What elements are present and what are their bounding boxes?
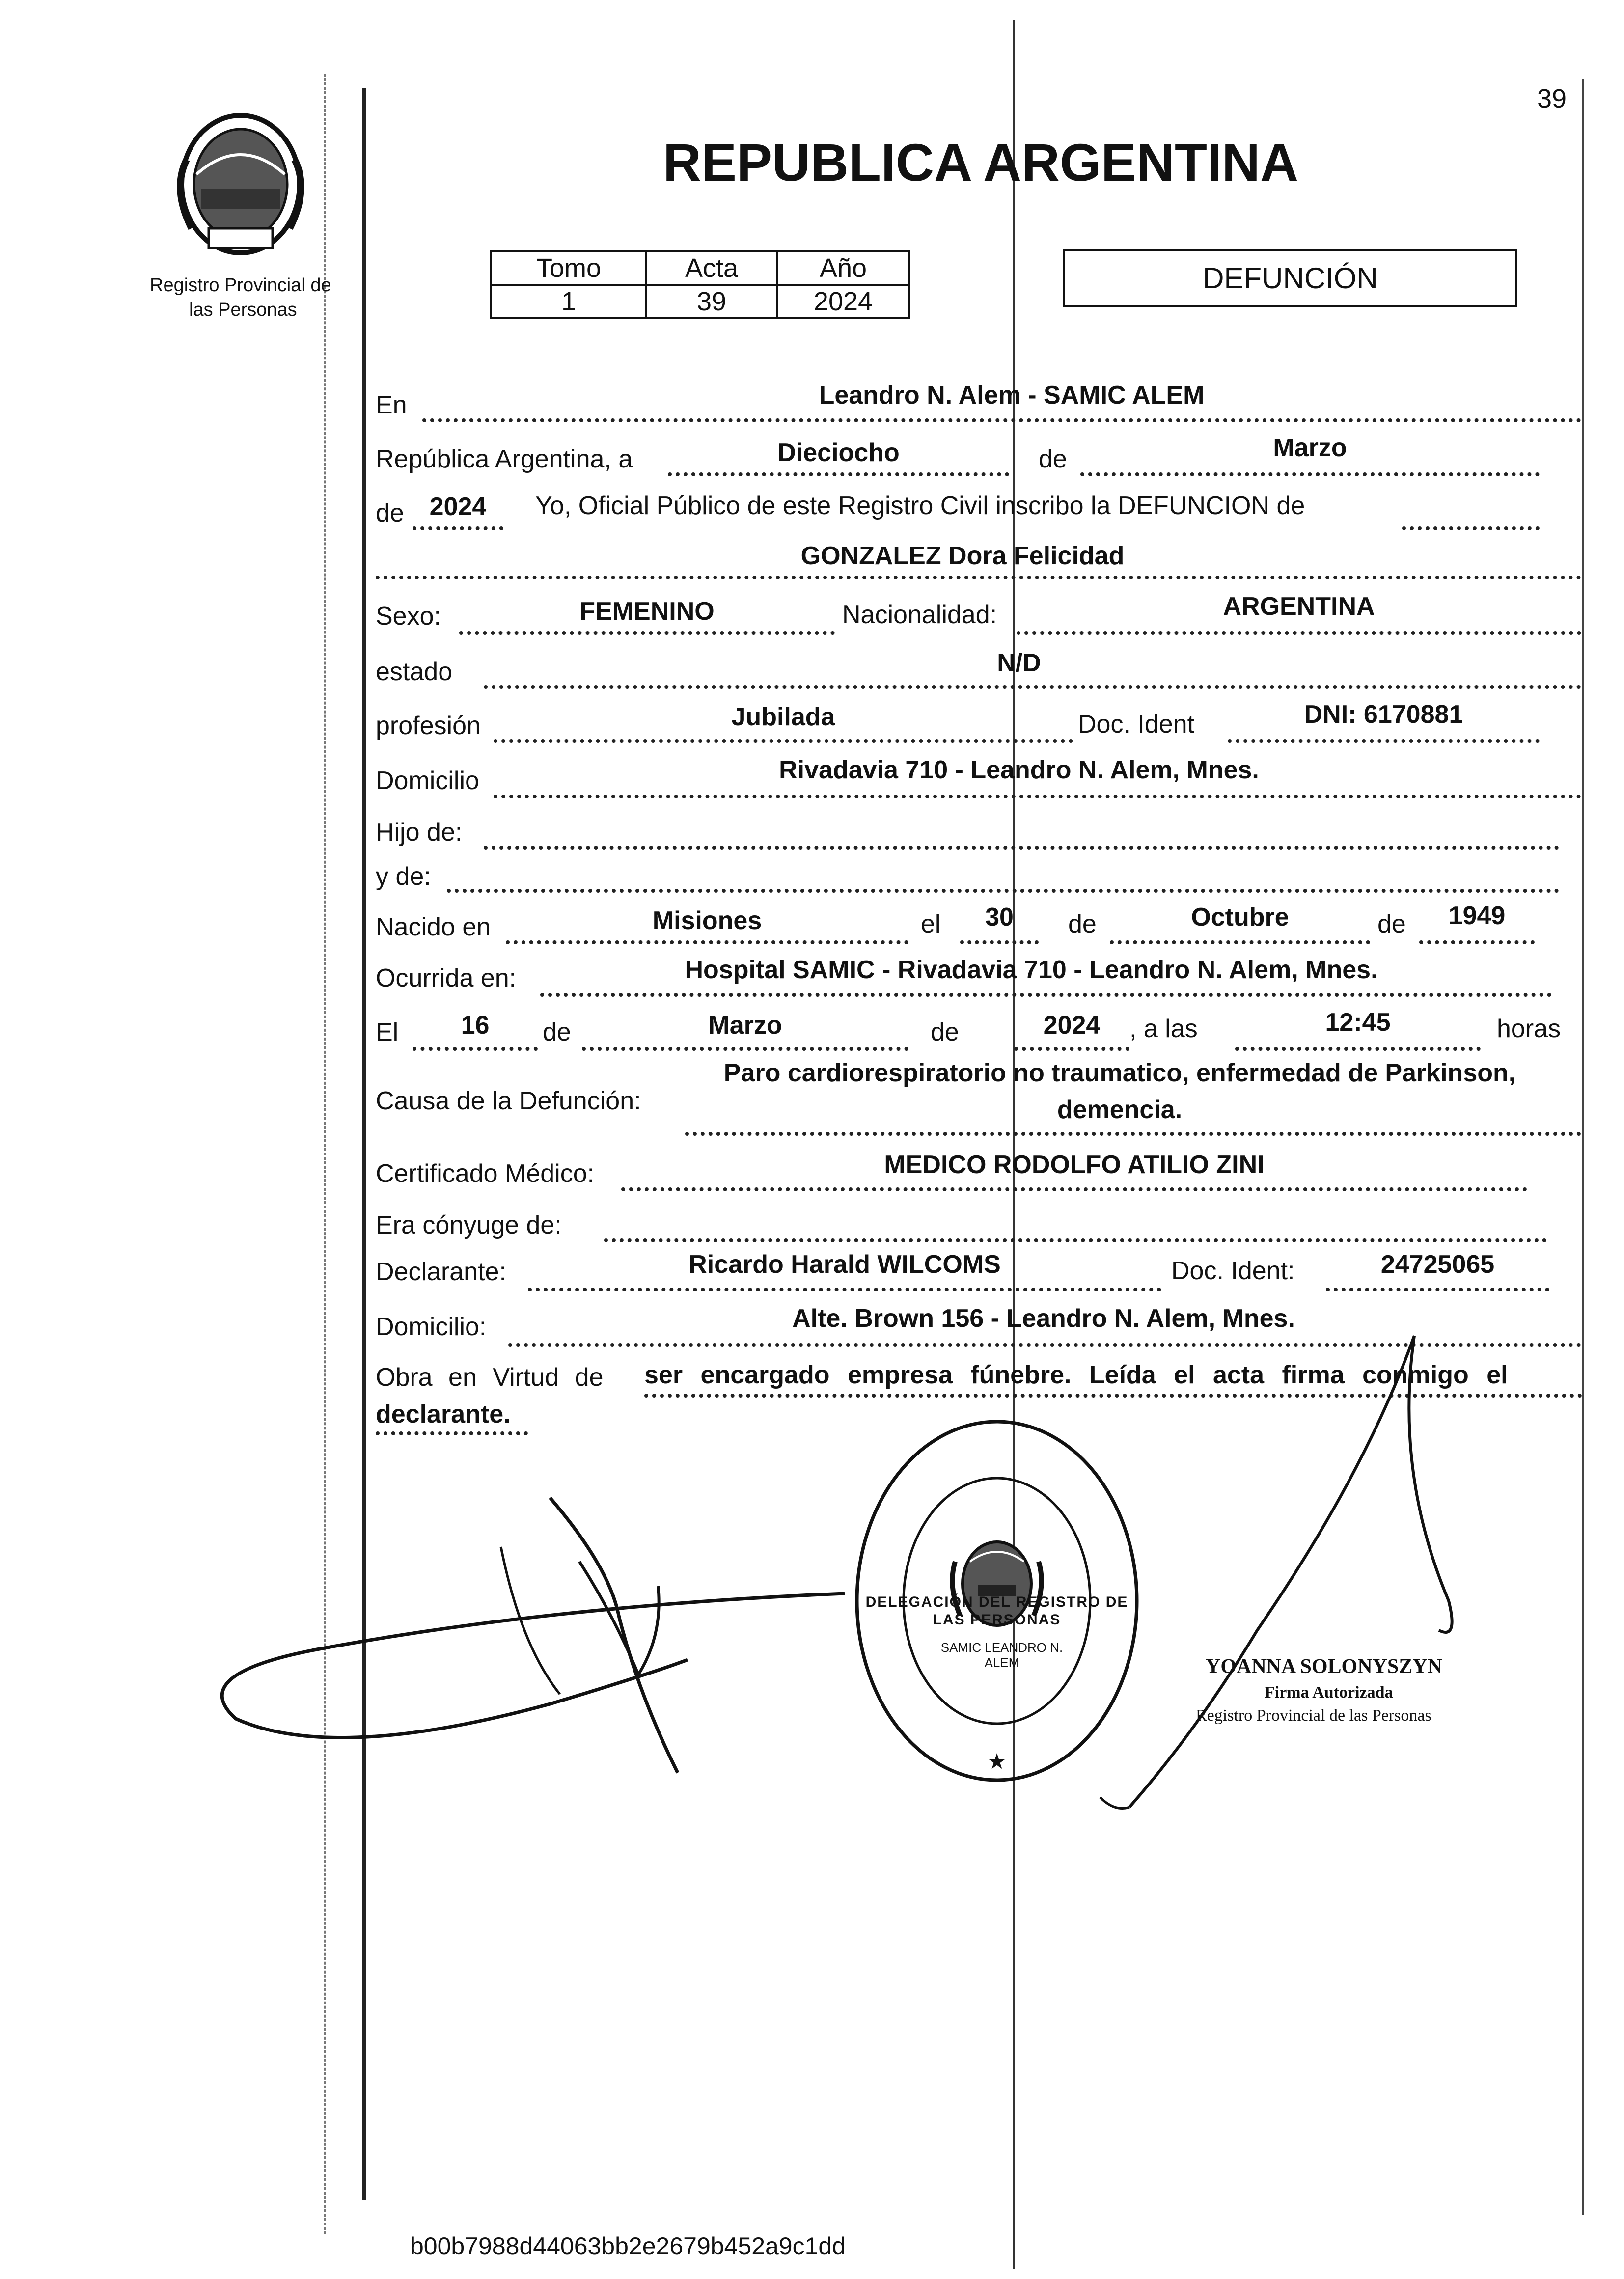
label-en: En [376,391,407,419]
dots-nac-dia [960,940,1039,944]
value-def-mes: Marzo [708,1011,782,1040]
dots-domicilio [494,795,1581,798]
dots-nacionalidad [1017,631,1581,635]
value-sexo: FEMENINO [579,597,715,626]
dots-hijo-de [484,846,1559,850]
value-obra-line1: ser encargado empresa fúnebre. Leída el acta firma conmigo el [644,1361,1508,1389]
label-certificado: Certificado Médico: [376,1159,595,1188]
value-dia-letras: Dieciocho [777,439,900,467]
dots-profesion [494,739,1073,743]
label-causa: Causa de la Defunción: [376,1087,641,1115]
dots-certificado [621,1187,1527,1191]
label-a-las: , a las [1129,1015,1198,1043]
value-hora: 12:45 [1325,1008,1391,1037]
page-number: 39 [1537,84,1567,113]
value-nac-mes: Octubre [1191,903,1289,932]
value-declarante: Ricardo Harald WILCOMS [688,1250,1001,1279]
value-mes: Marzo [1273,434,1347,462]
dots-ocurrida-en [540,993,1552,997]
official-role: Firma Autorizada [1265,1683,1393,1702]
document-type: DEFUNCIÓN [1203,262,1378,295]
value-def-anio: 2024 [1043,1011,1101,1040]
stamp-inner-text: SAMIC LEANDRO N. ALEM [940,1640,1063,1670]
dots-defuncion-de [1402,526,1540,530]
center-fold-line [1013,20,1015,2269]
value-domicilio: Rivadavia 710 - Leandro N. Alem, Mnes. [779,756,1259,784]
label-de-4: de [1377,910,1406,938]
value-declarante-doc: 24725065 [1380,1250,1495,1279]
dots-def-dia [413,1047,538,1051]
record-header-acta: Acta [646,251,777,285]
stamp-ring-text: DELEGACIÓN DEL REGISTRO DE LAS PERSONAS [865,1594,1129,1628]
dots-nac-anio [1419,940,1535,944]
dots-declarante-doc [1326,1288,1549,1291]
label-domicilio: Domicilio [376,767,479,795]
label-de-3: de [1068,910,1097,938]
official-office: Registro Provincial de las Personas [1196,1706,1431,1725]
dots-declarante [528,1288,1161,1291]
label-nacido-en: Nacido en [376,913,491,941]
misiones-seal-logo [167,106,314,263]
official-name: YOANNA SOLONYSZYN [1206,1655,1442,1678]
value-certificado: MEDICO RODOLFO ATILIO ZINI [884,1151,1265,1179]
record-value-acta: 39 [646,285,777,318]
label-estado: estado [376,658,453,686]
record-value-anio: 2024 [777,285,909,318]
label-horas: horas [1497,1015,1561,1043]
dots-hora [1235,1047,1481,1051]
record-header-anio: Año [777,251,909,285]
value-def-dia: 16 [461,1011,490,1040]
left-margin-line [362,88,366,2200]
label-conyuge: Era cónyuge de: [376,1211,562,1239]
label-hijo-de: Hijo de: [376,818,463,847]
dots-nombre [376,576,1581,579]
right-margin-line [1582,79,1584,2215]
dots-nac-mes [1110,940,1370,944]
value-estado: N/D [997,649,1041,677]
value-ocurrida-en: Hospital SAMIC - Rivadavia 710 - Leandro N. Alem, Mnes. [685,956,1378,984]
signature-official [884,1326,1473,1817]
label-republica: República Argentina, a [376,445,633,473]
registry-name-line1: Registro Provincial de [150,275,331,296]
document-type-box [1063,249,1517,307]
dots-dni [1228,739,1540,743]
record-value-tomo: 1 [491,285,646,318]
value-declarante-domicilio: Alte. Brown 156 - Leandro N. Alem, Mnes. [792,1304,1295,1333]
value-nac-dia: 30 [985,903,1014,932]
dots-def-mes [582,1047,908,1051]
label-de-1: de [1039,445,1067,473]
label-de-5: de [543,1018,571,1046]
label-obra-en: Obra en Virtud de [376,1363,604,1392]
dots-estado [484,685,1581,689]
value-profesion: Jubilada [731,703,835,731]
dots-sexo [459,631,835,635]
label-de-2: de [376,499,404,527]
label-yo-oficial: Yo, Oficial Público de este Registro Civil inscribo la DEFUNCION de [535,492,1305,520]
record-table-value-row [491,285,909,318]
dots-mes [1080,472,1540,476]
label-doc-ident: Doc. Ident [1078,710,1195,739]
label-nacionalidad: Nacionalidad: [842,601,997,629]
label-el-cap: El [376,1018,399,1046]
dots-nacido-en [506,940,908,944]
value-causa-line1: Paro cardiorespiratorio no traumatico, enfermedad de Parkinson, [723,1059,1516,1087]
country-title: REPUBLICA ARGENTINA [663,133,1298,192]
dots-en [422,418,1581,422]
label-de-6: de [931,1018,959,1046]
value-nacido-en: Misiones [652,906,762,935]
label-domicilio-2: Domicilio: [376,1313,487,1341]
record-header-tomo: Tomo [491,251,646,285]
label-y-de: y de: [376,862,431,891]
dots-obra-2 [376,1431,528,1435]
value-dni: DNI: 6170881 [1304,700,1463,729]
dots-dia [668,472,1009,476]
value-causa-line2: demencia. [1057,1096,1183,1124]
dots-conyuge [604,1238,1547,1242]
left-margin-line-2 [324,74,326,2234]
svg-text:★: ★ [987,1749,1007,1774]
value-lugar: Leandro N. Alem - SAMIC ALEM [819,381,1205,410]
signature-declarante [206,1488,869,1783]
value-obra-line2: declarante. [376,1400,511,1428]
record-table [490,250,910,319]
label-doc-ident-2: Doc. Ident: [1171,1257,1295,1285]
value-anio: 2024 [429,493,487,521]
record-table-header-row [491,251,909,285]
registry-name-line2: las Personas [189,300,297,320]
label-profesion: profesión [376,712,481,740]
label-ocurrida-en: Ocurrida en: [376,964,517,992]
dots-y-de [447,889,1559,893]
value-nacionalidad: ARGENTINA [1223,592,1375,621]
dots-def-anio [1014,1047,1129,1051]
dots-causa [685,1132,1581,1136]
label-sexo: Sexo: [376,602,441,631]
label-declarante: Declarante: [376,1258,506,1286]
dots-anio [413,526,503,530]
document-hash: b00b7988d44063bb2e2679b452a9c1dd [410,2232,846,2260]
value-nac-anio: 1949 [1448,902,1506,930]
label-el: el [921,910,941,938]
value-nombre: GONZALEZ Dora Felicidad [800,542,1125,570]
